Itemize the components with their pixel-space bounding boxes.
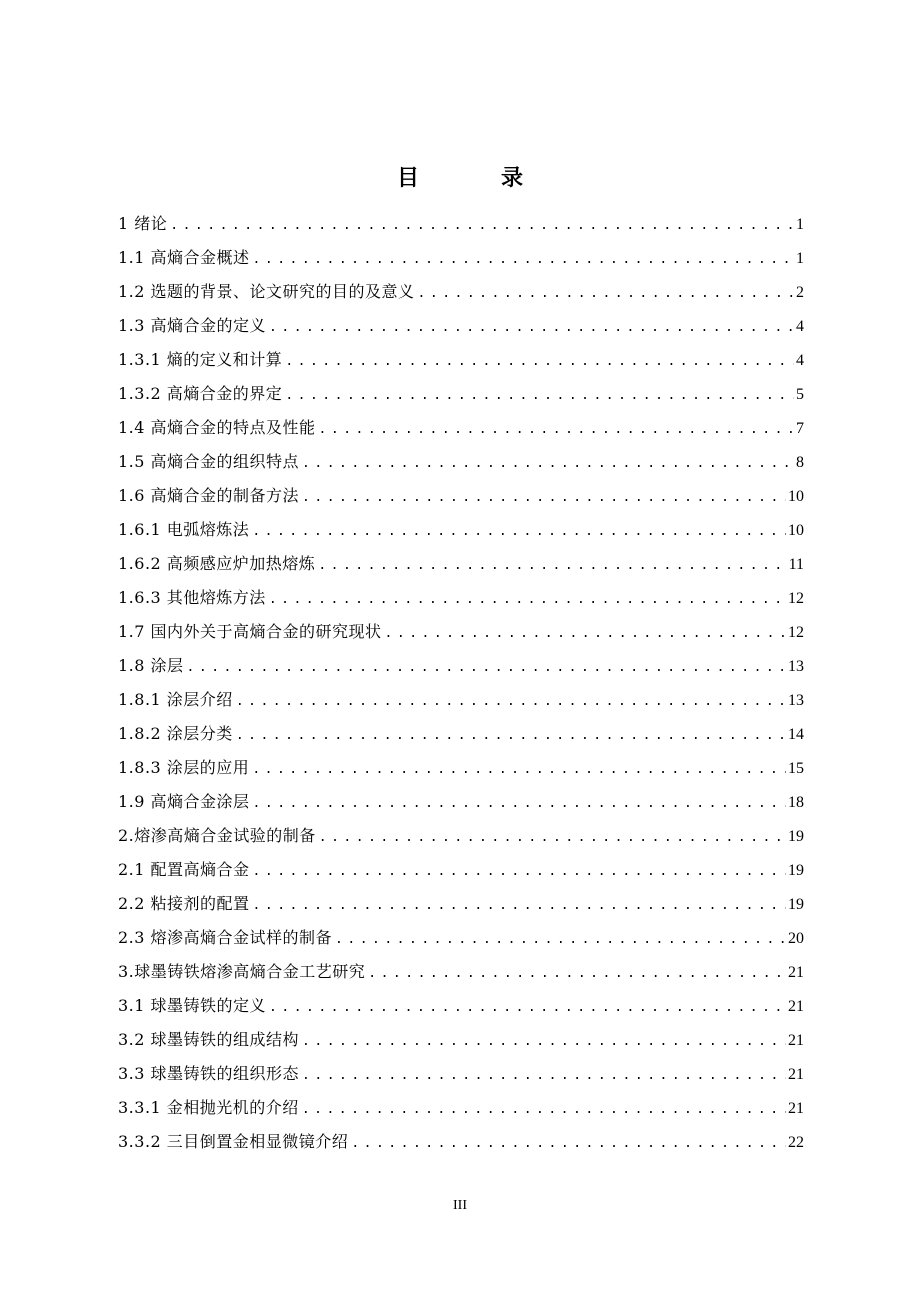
toc-entry-page: 19 [788, 896, 804, 913]
toc-dot-leader [299, 450, 794, 478]
toc-entry-label: 1.3.2 高熵合金的界定 [118, 384, 283, 403]
toc-entry[interactable] [118, 380, 804, 414]
toc-entry-page: 13 [788, 658, 804, 675]
toc-entry-label: 1.3.1 熵的定义和计算 [118, 350, 283, 369]
toc-entry-page: 11 [788, 556, 804, 573]
toc-entry[interactable] [118, 1128, 804, 1162]
page-number: III [453, 1198, 467, 1213]
toc-entry[interactable] [118, 652, 804, 686]
toc-entry-label: 1.7 国内外关于高熵合金的研究现状 [118, 622, 382, 641]
toc-entry-label: 1.5 高熵合金的组织特点 [118, 452, 300, 471]
toc-entry-label: 1.8 涂层 [118, 656, 184, 675]
table-of-contents [118, 210, 804, 1162]
toc-entry[interactable] [118, 516, 804, 550]
toc-entry[interactable] [118, 1060, 804, 1094]
toc-dot-leader [316, 824, 786, 852]
toc-entry-page: 18 [788, 794, 804, 811]
toc-dot-leader [365, 960, 786, 988]
toc-dot-leader [316, 416, 794, 444]
toc-entry[interactable] [118, 414, 804, 448]
toc-entry[interactable] [118, 720, 804, 754]
toc-entry-page: 21 [788, 1032, 804, 1049]
toc-entry-page: 8 [796, 454, 804, 471]
toc-entry[interactable] [118, 788, 804, 822]
toc-dot-leader [266, 586, 786, 614]
toc-entry-page: 7 [796, 420, 804, 437]
toc-entry-page: 4 [796, 352, 804, 369]
toc-entry-label: 3.2 球墨铸铁的组成结构 [118, 1030, 300, 1049]
toc-entry-page: 2 [796, 284, 804, 301]
toc-entry-label: 1.8.1 涂层介绍 [118, 690, 233, 709]
toc-dot-leader [315, 552, 786, 580]
toc-entry[interactable] [118, 618, 804, 652]
page-title: 目 录 [396, 165, 553, 191]
toc-entry[interactable] [118, 890, 804, 924]
toc-dot-leader [348, 1130, 786, 1158]
toc-entry[interactable] [118, 448, 804, 482]
toc-entry[interactable] [118, 312, 804, 346]
toc-dot-leader [250, 790, 786, 818]
toc-entry[interactable] [118, 550, 804, 584]
toc-entry[interactable] [118, 1026, 804, 1060]
toc-entry-label: 1.8.2 涂层分类 [118, 724, 233, 743]
toc-entry[interactable] [118, 210, 804, 244]
toc-entry-label: 3.3.1 金相抛光机的介绍 [118, 1098, 299, 1117]
toc-dot-leader [250, 892, 786, 920]
toc-entry-label: 2.熔渗高熵合金试验的制备 [118, 826, 316, 845]
toc-entry[interactable] [118, 1094, 804, 1128]
toc-entry[interactable] [118, 686, 804, 720]
toc-entry-page: 21 [788, 998, 804, 1015]
toc-entry-page: 21 [788, 1100, 804, 1117]
toc-dot-leader [332, 926, 786, 954]
toc-entry-page: 10 [788, 522, 804, 539]
toc-entry-label: 1.6.2 高频感应炉加热熔炼 [118, 554, 316, 573]
toc-entry-label: 1.1 高熵合金概述 [118, 248, 250, 267]
toc-entry-label: 1.3 高熵合金的定义 [118, 316, 267, 335]
toc-dot-leader [266, 314, 794, 342]
toc-entry-label: 1.9 高熵合金涂层 [118, 792, 250, 811]
toc-entry[interactable] [118, 992, 804, 1026]
toc-dot-leader [382, 620, 786, 648]
toc-dot-leader [167, 212, 794, 240]
toc-entry-page: 14 [788, 726, 804, 743]
toc-dot-leader [282, 348, 794, 376]
toc-entry-label: 2.1 配置高熵合金 [118, 860, 250, 879]
toc-dot-leader [249, 756, 786, 784]
toc-entry[interactable] [118, 856, 804, 890]
toc-entry-label: 3.球墨铸铁熔渗高熵合金工艺研究 [118, 962, 366, 981]
toc-entry[interactable] [118, 482, 804, 516]
toc-entry-page: 21 [788, 1066, 804, 1083]
toc-dot-leader [266, 994, 786, 1022]
toc-dot-leader [249, 518, 786, 546]
toc-entry-label: 3.1 球墨铸铁的定义 [118, 996, 267, 1015]
toc-entry-page: 20 [788, 930, 804, 947]
toc-entry[interactable] [118, 754, 804, 788]
toc-entry[interactable] [118, 278, 804, 312]
toc-dot-leader [415, 280, 794, 308]
toc-entry-label: 1.4 高熵合金的特点及性能 [118, 418, 316, 437]
toc-dot-leader [233, 688, 786, 716]
toc-entry-label: 2.3 熔渗高熵合金试样的制备 [118, 928, 333, 947]
toc-entry-page: 4 [796, 318, 804, 335]
toc-entry[interactable] [118, 584, 804, 618]
toc-dot-leader [299, 484, 786, 512]
toc-entry[interactable] [118, 924, 804, 958]
toc-dot-leader [299, 1062, 786, 1090]
toc-entry-label: 1.6.3 其他熔炼方法 [118, 588, 266, 607]
toc-entry-page: 19 [788, 862, 804, 879]
toc-entry-page: 12 [788, 624, 804, 641]
toc-entry-page: 12 [788, 590, 804, 607]
toc-dot-leader [299, 1028, 786, 1056]
toc-entry-label: 3.3.2 三目倒置金相显微镜介绍 [118, 1132, 349, 1151]
toc-entry[interactable] [118, 346, 804, 380]
toc-entry[interactable] [118, 244, 804, 278]
toc-entry-page: 1 [796, 250, 804, 267]
toc-entry-label: 3.3 球墨铸铁的组织形态 [118, 1064, 300, 1083]
toc-entry-label: 1.6.1 电弧熔炼法 [118, 520, 250, 539]
toc-entry-page: 22 [788, 1134, 804, 1151]
toc-entry-label: 1.2 选题的背景、论文研究的目的及意义 [118, 282, 415, 301]
toc-dot-leader [233, 722, 786, 750]
toc-entry-page: 15 [788, 760, 804, 777]
toc-dot-leader [282, 382, 794, 410]
toc-entry-label: 1.6 高熵合金的制备方法 [118, 486, 300, 505]
toc-entry-page: 21 [788, 964, 804, 981]
toc-entry-label: 2.2 粘接剂的配置 [118, 894, 250, 913]
toc-entry[interactable] [118, 822, 804, 856]
toc-entry-page: 1 [796, 216, 804, 233]
toc-dot-leader [184, 654, 786, 682]
toc-entry-label: 1 绪论 [118, 214, 168, 233]
toc-entry-page: 13 [788, 692, 804, 709]
toc-entry-page: 10 [788, 488, 804, 505]
toc-entry-label: 1.8.3 涂层的应用 [118, 758, 250, 777]
toc-dot-leader [250, 858, 786, 886]
toc-entry-page: 19 [788, 828, 804, 845]
toc-dot-leader [250, 246, 794, 274]
toc-entry[interactable] [118, 958, 804, 992]
toc-dot-leader [299, 1096, 786, 1124]
toc-entry-page: 5 [796, 386, 804, 403]
